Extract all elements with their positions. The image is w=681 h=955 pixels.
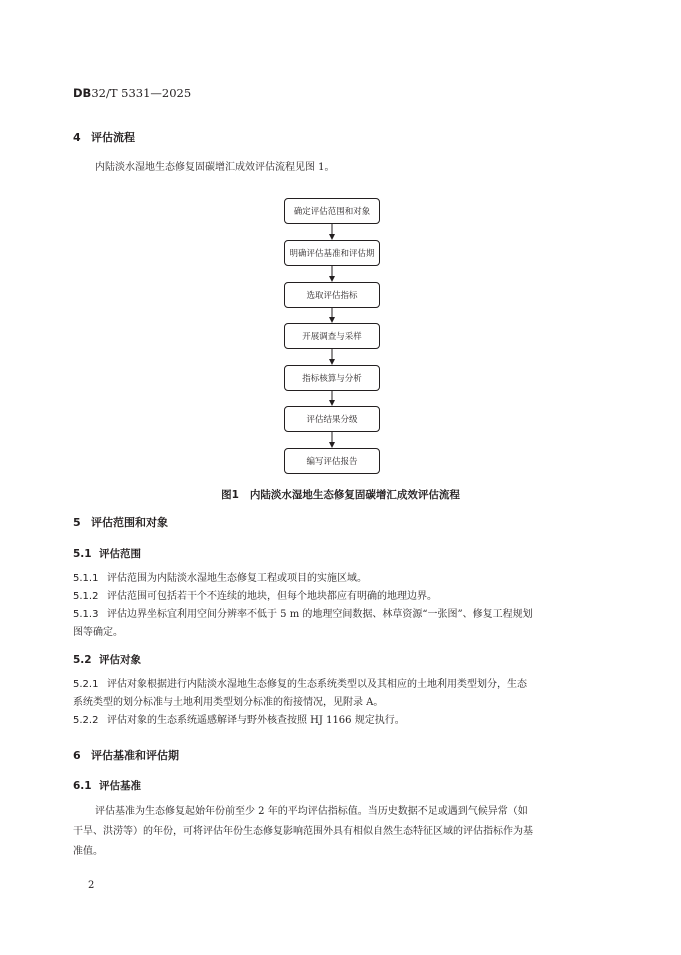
header-code: 32/T 5331—2025 — [91, 86, 192, 100]
section-4-heading: 4 评估流程 — [73, 131, 135, 144]
flow-step-1: 确定评估范围和对象 — [284, 198, 380, 224]
section-6-heading: 6 评估基准和评估期 — [73, 749, 179, 762]
flow-step-3: 选取评估指标 — [284, 282, 380, 308]
section-6-1-line-3: 准值。 — [73, 846, 103, 857]
flow-step-4: 开展调查与采样 — [284, 323, 380, 349]
header-prefix: DB — [73, 86, 92, 100]
flow-step-5: 指标核算与分析 — [284, 365, 380, 391]
figure-caption: 图1 内陆淡水湿地生态修复固碳增汇成效评估流程 — [221, 489, 460, 501]
section-5-1-heading: 5.1 评估范围 — [73, 548, 141, 560]
section-4-paragraph: 内陆淡水湿地生态修复固碳增汇成效评估流程见图 1。 — [95, 162, 335, 173]
clause-5-1-1: 5.1.1 评估范围为内陆淡水湿地生态修复工程或项目的实施区域。 — [73, 573, 367, 584]
section-6-1-heading: 6.1 评估基准 — [73, 780, 141, 792]
section-6-1-line-2: 干旱、洪涝等）的年份，可将评估年份生态修复影响范围外具有相似自然生态特征区域的评估指标作为基 — [73, 826, 533, 837]
page-number: 2 — [88, 880, 95, 891]
section-5-2-heading: 5.2 评估对象 — [73, 654, 141, 666]
clause-5-2-2: 5.2.2 评估对象的生态系统遥感解译与野外核查按照 HJ 1166 规定执行。 — [73, 715, 405, 726]
section-6-1-line-1: 评估基准为生态修复起始年份前至少 2 年的平均评估指标值。当历史数据不足或遇到气候异常（如 — [95, 806, 528, 817]
clause-5-2-1-cont: 系统类型的划分标准与土地利用类型划分标准的衔接情况，见附录 A。 — [73, 697, 384, 708]
clause-5-1-3: 5.1.3 评估边界坐标宜利用空间分辨率不低于 5 m 的地理空间数据、林草资源“一张图”、修复工程规划 — [73, 609, 533, 620]
flow-step-7: 编写评估报告 — [284, 448, 380, 474]
section-5-heading: 5 评估范围和对象 — [73, 516, 168, 529]
flow-step-6: 评估结果分级 — [284, 406, 380, 432]
clause-5-1-3-cont: 图等确定。 — [73, 627, 123, 638]
clause-5-1-2: 5.1.2 评估范围可包括若干个不连续的地块，但每个地块都应有明确的地理边界。 — [73, 591, 437, 602]
clause-5-2-1: 5.2.1 评估对象根据进行内陆淡水湿地生态修复的生态系统类型以及其相应的土地利用类型划分，生态 — [73, 679, 527, 690]
flow-step-2: 明确评估基准和评估期 — [284, 240, 380, 266]
